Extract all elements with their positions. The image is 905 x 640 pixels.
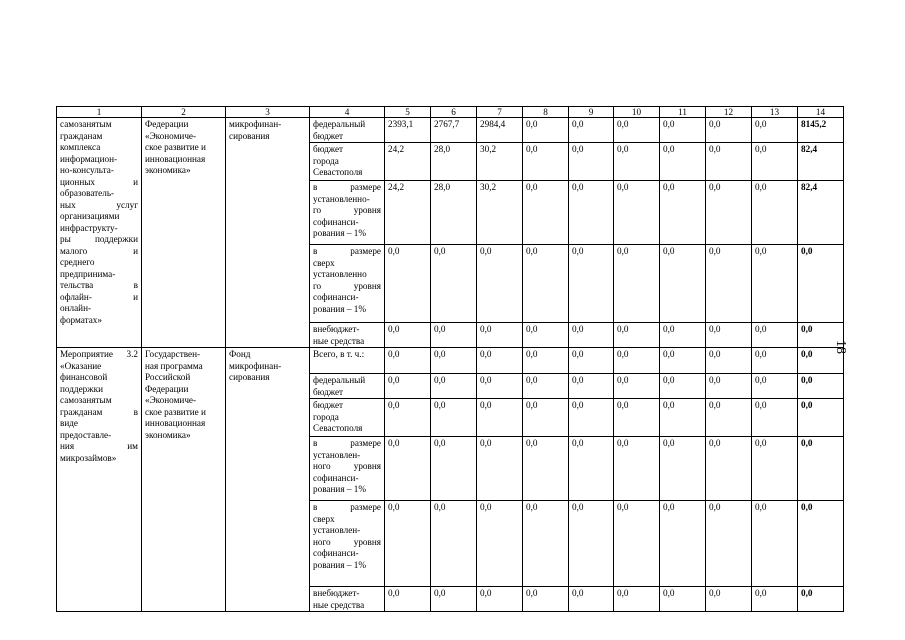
total-cell: 0,0: [798, 587, 844, 612]
text-line: ные средства: [313, 599, 365, 610]
table-row: [57, 118, 844, 143]
text-line: ское развитие и: [145, 406, 206, 417]
value-cell: 0,0: [706, 587, 752, 612]
text-line: виде: [60, 418, 79, 428]
text-line: «Экономиче-: [145, 395, 197, 405]
column-number: 2: [142, 107, 226, 118]
text-line: Государствен-: [145, 349, 201, 359]
value-cell: 2984,4: [477, 118, 523, 143]
program-cell: [142, 118, 226, 348]
executor-cell: [226, 118, 310, 348]
value-cell: 0,0: [523, 143, 569, 181]
value-cell: 0,0: [477, 587, 523, 612]
value-cell: 0,0: [752, 323, 798, 348]
value-cell: 2393,1: [385, 118, 431, 143]
text-line: финансовой: [60, 372, 108, 382]
text-line: го уровня: [313, 205, 381, 215]
value-cell: 0,0: [752, 587, 798, 612]
total-cell: 0,0: [798, 348, 844, 374]
value-cell: 0,0: [569, 348, 614, 374]
text-line: образователь-: [60, 188, 115, 198]
funding-source-cell: [310, 348, 385, 374]
text-line: Мероприятие 3.2: [60, 349, 138, 359]
value-cell: 0,0: [477, 437, 523, 501]
page-number: 18: [833, 340, 848, 354]
text-line: Федерации: [145, 119, 189, 129]
text-line: ных услуг: [60, 199, 138, 210]
value-cell: 0,0: [431, 437, 477, 501]
value-cell: 0,0: [660, 501, 706, 587]
text-line: гражданам: [60, 130, 103, 141]
total-cell: 0,0: [798, 501, 844, 587]
total-cell: 0,0: [798, 399, 844, 437]
value-cell: 0,0: [431, 348, 477, 374]
value-cell: 0,0: [614, 587, 660, 612]
text-line: софинанси-: [313, 472, 359, 483]
text-line: бюджет: [313, 144, 344, 154]
value-cell: 0,0: [614, 501, 660, 587]
value-cell: 0,0: [431, 374, 477, 399]
value-cell: 0,0: [614, 181, 660, 245]
value-cell: 0,0: [569, 374, 614, 399]
text-line: микрофинан-: [229, 360, 282, 371]
funding-source-cell: [310, 437, 385, 501]
text-line: бюджет: [313, 130, 344, 141]
text-line: сирования: [229, 130, 270, 141]
value-cell: 0,0: [385, 501, 431, 587]
text-line: города: [313, 411, 339, 422]
text-line: предпринима-: [60, 268, 116, 279]
value-cell: 0,0: [569, 501, 614, 587]
value-cell: 0,0: [569, 181, 614, 245]
funding-source-cell: [310, 143, 385, 181]
value-cell: 0,0: [569, 143, 614, 181]
funding-source-cell: [310, 374, 385, 399]
text-line: инновационная: [145, 153, 206, 164]
funding-source-cell: [310, 245, 385, 323]
value-cell: 0,0: [660, 323, 706, 348]
total-cell: 0,0: [798, 374, 844, 399]
text-line: сверх: [313, 513, 335, 524]
text-line: инфраструкту-: [60, 222, 118, 233]
text-line: софинанси-: [313, 292, 359, 302]
text-line: ционных и: [60, 176, 138, 187]
value-cell: 0,0: [614, 348, 660, 374]
value-cell: 0,0: [431, 323, 477, 348]
column-number: 13: [752, 107, 798, 118]
text-line: Федерации: [145, 383, 189, 394]
total-cell: 0,0: [798, 323, 844, 348]
total-cell: 8145,2: [798, 118, 844, 143]
value-cell: 0,0: [523, 348, 569, 374]
value-cell: 0,0: [385, 437, 431, 501]
value-cell: 28,0: [431, 143, 477, 181]
measure-name-cell: [57, 118, 142, 348]
text-line: сверх: [313, 257, 335, 268]
value-cell: 24,2: [385, 143, 431, 181]
value-cell: 0,0: [660, 181, 706, 245]
text-line: софинанси-: [313, 216, 359, 227]
text-line: внебюджет-: [313, 588, 360, 598]
value-cell: 0,0: [614, 118, 660, 143]
value-cell: 0,0: [706, 143, 752, 181]
value-cell: 0,0: [477, 399, 523, 437]
value-cell: 0,0: [523, 437, 569, 501]
text-line: рования – 1%: [313, 303, 366, 314]
text-line: малого и: [60, 245, 138, 256]
value-cell: 0,0: [614, 374, 660, 399]
value-cell: 0,0: [569, 399, 614, 437]
value-cell: 0,0: [660, 437, 706, 501]
funding-source-cell: [310, 323, 385, 348]
text-line: бюджет: [313, 386, 344, 397]
text-line: софинанси-: [313, 548, 359, 558]
value-cell: 0,0: [523, 323, 569, 348]
text-line: рования – 1%: [313, 559, 366, 570]
value-cell: 0,0: [431, 501, 477, 587]
value-cell: 0,0: [477, 348, 523, 374]
text-line: в размере: [313, 502, 381, 512]
financing-table: [56, 106, 844, 612]
value-cell: 0,0: [385, 374, 431, 399]
text-line: в размере: [313, 246, 381, 256]
value-cell: 0,0: [752, 118, 798, 143]
total-cell: 0,0: [798, 245, 844, 323]
value-cell: 0,0: [569, 118, 614, 143]
value-cell: 0,0: [523, 118, 569, 143]
value-cell: 0,0: [706, 501, 752, 587]
text-line: в размере: [313, 438, 381, 448]
value-cell: 0,0: [523, 587, 569, 612]
text-line: экономика»: [145, 165, 191, 175]
value-cell: 0,0: [706, 118, 752, 143]
value-cell: 0,0: [431, 587, 477, 612]
column-number: 6: [431, 107, 477, 118]
total-cell: 0,0: [798, 437, 844, 501]
text-line: Севастополя: [313, 167, 363, 177]
text-line: гражданам в: [60, 406, 138, 417]
text-line: среднего: [60, 257, 95, 267]
text-line: онлайн-: [60, 303, 92, 313]
value-cell: 0,0: [660, 118, 706, 143]
value-cell: 0,0: [706, 374, 752, 399]
column-number: 7: [477, 107, 523, 118]
text-line: информацион-: [60, 153, 118, 164]
text-line: федеральный: [313, 375, 366, 385]
text-line: в размере: [313, 182, 381, 192]
value-cell: 0,0: [523, 501, 569, 587]
text-line: но-консульта-: [60, 165, 114, 175]
value-cell: 0,0: [706, 399, 752, 437]
text-line: города: [313, 155, 339, 166]
text-line: экономика»: [145, 429, 191, 440]
text-line: го уровня: [313, 280, 381, 291]
value-cell: 0,0: [706, 323, 752, 348]
value-cell: 0,0: [660, 399, 706, 437]
value-cell: 0,0: [569, 587, 614, 612]
text-line: установленно-: [313, 193, 370, 204]
value-cell: 30,2: [477, 143, 523, 181]
total-cell: 82,4: [798, 143, 844, 181]
value-cell: 0,0: [431, 245, 477, 323]
text-line: Фонд: [229, 349, 251, 359]
total-cell: 82,4: [798, 181, 844, 245]
value-cell: 30,2: [477, 181, 523, 245]
column-number: 1: [57, 107, 142, 118]
funding-source-cell: [310, 399, 385, 437]
value-cell: 0,0: [523, 245, 569, 323]
value-cell: 2767,7: [431, 118, 477, 143]
text-line: ного уровня: [313, 461, 381, 471]
value-cell: 0,0: [385, 323, 431, 348]
text-line: рования – 1%: [313, 228, 366, 238]
funding-source-cell: [310, 501, 385, 587]
value-cell: 0,0: [523, 181, 569, 245]
value-cell: 0,0: [660, 374, 706, 399]
text-line: внебюджет-: [313, 324, 360, 334]
text-line: самозанятым: [60, 119, 112, 129]
value-cell: 0,0: [385, 587, 431, 612]
column-number: 12: [706, 107, 752, 118]
value-cell: 0,0: [614, 323, 660, 348]
value-cell: 0,0: [385, 399, 431, 437]
text-line: «Экономиче-: [145, 130, 197, 141]
text-line: ния им: [60, 441, 138, 451]
text-line: микрофинан-: [229, 119, 282, 129]
header-row: [57, 107, 844, 118]
value-cell: 24,2: [385, 181, 431, 245]
value-cell: 0,0: [706, 181, 752, 245]
value-cell: 0,0: [431, 399, 477, 437]
text-line: установлен-: [313, 449, 361, 460]
value-cell: 0,0: [614, 245, 660, 323]
text-line: Всего, в т. ч.:: [313, 349, 365, 359]
program-cell: [142, 348, 226, 612]
value-cell: 0,0: [660, 348, 706, 374]
value-cell: 0,0: [752, 143, 798, 181]
value-cell: 0,0: [614, 143, 660, 181]
text-line: самозанятым: [60, 395, 112, 405]
funding-source-cell: [310, 118, 385, 143]
value-cell: 0,0: [614, 437, 660, 501]
value-cell: 0,0: [523, 399, 569, 437]
text-line: ная программа: [145, 360, 203, 371]
table-row: [57, 348, 844, 374]
text-line: ного уровня: [313, 536, 381, 547]
value-cell: 0,0: [477, 374, 523, 399]
value-cell: 0,0: [569, 437, 614, 501]
text-line: бюджет: [313, 400, 344, 410]
text-line: ры поддержки: [60, 234, 138, 244]
value-cell: 0,0: [752, 374, 798, 399]
column-number: 5: [385, 107, 431, 118]
value-cell: 0,0: [523, 374, 569, 399]
value-cell: 0,0: [477, 323, 523, 348]
column-number: 3: [226, 107, 310, 118]
text-line: сирования: [229, 372, 270, 382]
column-number: 8: [523, 107, 569, 118]
text-line: установлен-: [313, 525, 361, 535]
value-cell: 0,0: [752, 245, 798, 323]
value-cell: 0,0: [614, 399, 660, 437]
text-line: предоставле-: [60, 429, 112, 440]
funding-source-cell: [310, 181, 385, 245]
column-number: 4: [310, 107, 385, 118]
text-line: «Оказание: [60, 360, 102, 371]
text-line: форматах»: [60, 314, 102, 325]
column-number: 14: [798, 107, 844, 118]
measure-name-cell: [57, 348, 142, 612]
value-cell: 28,0: [431, 181, 477, 245]
value-cell: 0,0: [752, 399, 798, 437]
value-cell: 0,0: [385, 348, 431, 374]
value-cell: 0,0: [477, 245, 523, 323]
column-number: 10: [614, 107, 660, 118]
text-line: поддержки: [60, 383, 103, 394]
value-cell: 0,0: [752, 181, 798, 245]
value-cell: 0,0: [706, 348, 752, 374]
text-line: Российской: [145, 372, 191, 382]
executor-cell: [226, 348, 310, 612]
text-line: Севастополя: [313, 423, 363, 433]
value-cell: 0,0: [752, 348, 798, 374]
text-line: инновационная: [145, 418, 206, 428]
text-line: тельства в: [60, 280, 138, 290]
value-cell: 0,0: [752, 437, 798, 501]
text-line: комплекса: [60, 142, 101, 152]
text-line: рования – 1%: [313, 484, 366, 494]
text-line: организациями: [60, 211, 120, 221]
value-cell: 0,0: [477, 501, 523, 587]
value-cell: 0,0: [660, 143, 706, 181]
value-cell: 0,0: [569, 323, 614, 348]
value-cell: 0,0: [706, 437, 752, 501]
value-cell: 0,0: [569, 245, 614, 323]
column-number: 11: [660, 107, 706, 118]
value-cell: 0,0: [660, 587, 706, 612]
text-line: микрозаймов»: [60, 452, 117, 463]
text-line: офлайн- и: [60, 291, 138, 302]
column-number: 9: [569, 107, 614, 118]
value-cell: 0,0: [385, 245, 431, 323]
text-line: установленно: [313, 269, 367, 279]
value-cell: 0,0: [706, 245, 752, 323]
text-line: ные средства: [313, 335, 365, 346]
value-cell: 0,0: [752, 501, 798, 587]
funding-source-cell: [310, 587, 385, 612]
text-line: ское развитие и: [145, 142, 206, 152]
text-line: федеральный: [313, 119, 366, 129]
value-cell: 0,0: [660, 245, 706, 323]
